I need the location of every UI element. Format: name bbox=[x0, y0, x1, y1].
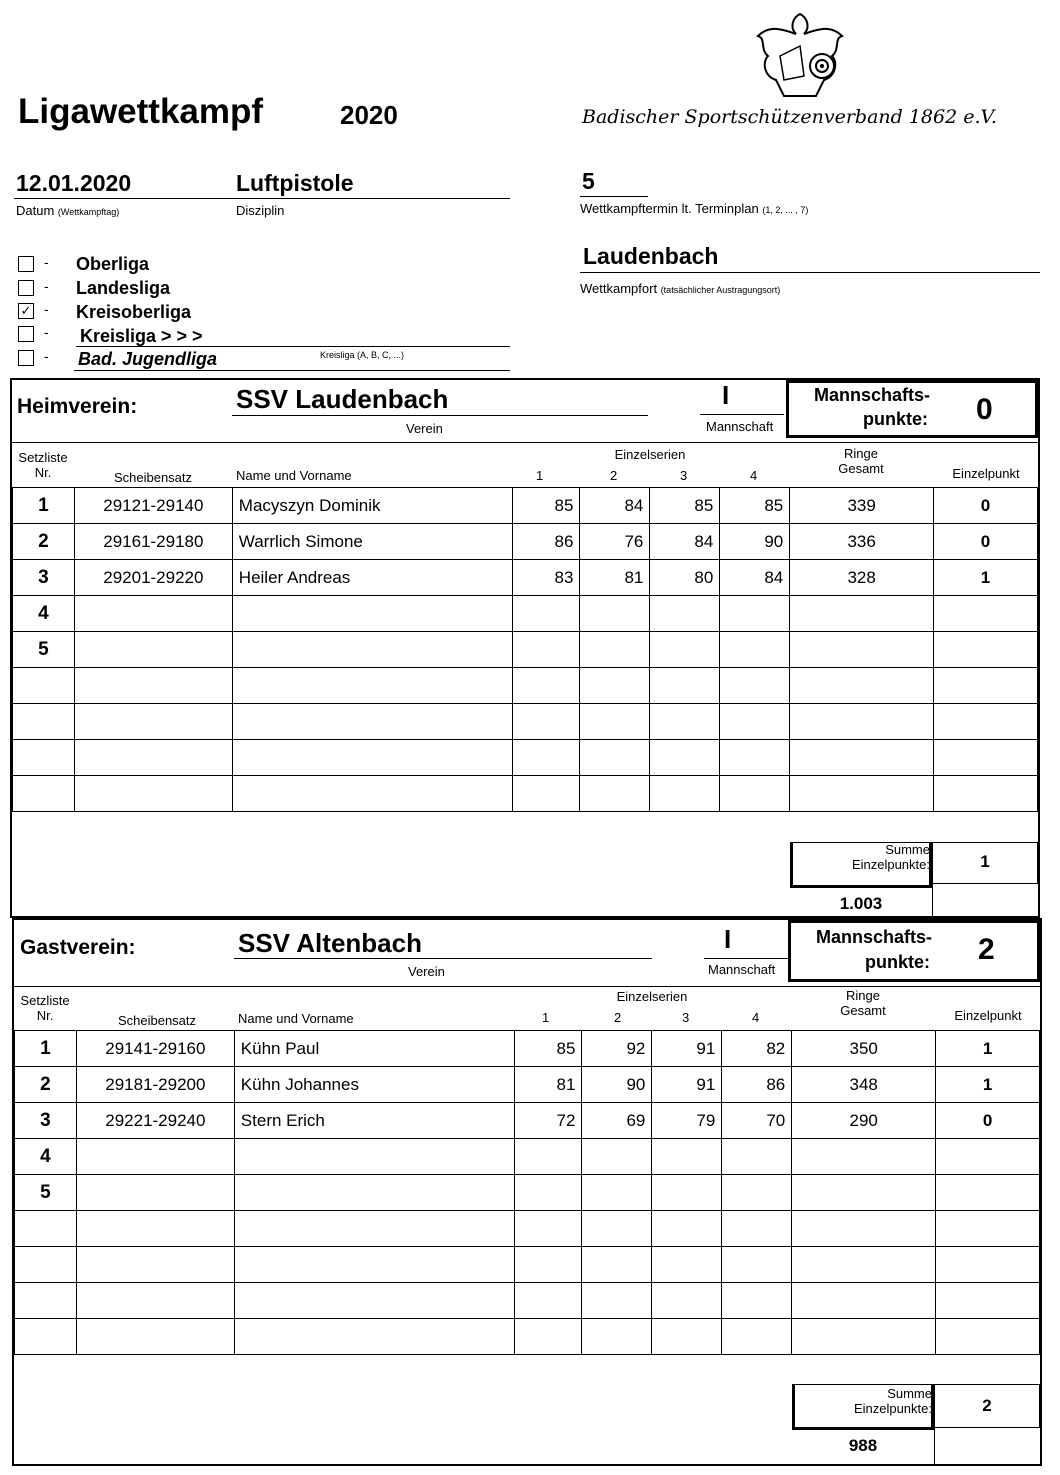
document-title: Ligawettkampf bbox=[18, 92, 264, 131]
league-label-oberliga: Oberliga bbox=[76, 254, 150, 274]
col-scheibensatz: Scheibensatz bbox=[113, 470, 193, 485]
col-setzliste: Setzliste Nr. bbox=[18, 450, 68, 480]
discipline-value: Luftpistole bbox=[236, 170, 354, 196]
col-s3: 3 bbox=[682, 1010, 690, 1025]
table-row: 2 29161-29180 Warrlich Simone 86 76 84 90 336 0 bbox=[13, 524, 1038, 560]
organization-name: Badischer Sportschützenverband 1862 e.V. bbox=[582, 106, 997, 128]
col-s2: 2 bbox=[614, 1010, 622, 1025]
table-row bbox=[13, 668, 1038, 704]
guest-mannschaft-label: Mannschaft bbox=[708, 962, 776, 977]
table-row: 4 bbox=[15, 1139, 1040, 1175]
table-row bbox=[15, 1319, 1040, 1355]
table-row: 5 bbox=[13, 632, 1038, 668]
league-checkbox-kreisliga[interactable] bbox=[18, 326, 34, 342]
col-ringe: Ringe Gesamt bbox=[838, 446, 884, 476]
col-s4: 4 bbox=[750, 468, 758, 483]
col-s1: 1 bbox=[536, 468, 544, 483]
table-row bbox=[15, 1211, 1040, 1247]
col-name: Name und Vorname bbox=[236, 468, 352, 483]
guest-team-points: 2 bbox=[978, 933, 995, 966]
table-row: 2 29181-29200 Kühn Johannes 81 90 91 86 348 1 bbox=[15, 1067, 1040, 1103]
home-label: Heimverein: bbox=[17, 395, 138, 418]
location-value: Laudenbach bbox=[583, 243, 719, 269]
col-s3: 3 bbox=[680, 468, 688, 483]
guest-team-number: I bbox=[724, 924, 732, 954]
col-einzelserien: Einzelserien bbox=[614, 447, 686, 462]
home-summe-label: Summe Einzelpunkte: bbox=[851, 842, 930, 872]
guest-results-table bbox=[14, 1030, 1040, 1355]
guest-mp-label-1: Mannschafts- bbox=[815, 927, 932, 947]
home-team-points: 0 bbox=[976, 393, 993, 426]
home-sum-points: 1 bbox=[980, 852, 990, 871]
guest-label: Gastverein: bbox=[20, 936, 136, 959]
col-s1: 1 bbox=[542, 1010, 550, 1025]
guest-mp-label-2: punkte: bbox=[865, 952, 930, 972]
col-scheibensatz: Scheibensatz bbox=[117, 1013, 197, 1028]
table-row: 3 29221-29240 Stern Erich 72 69 79 70 290 0 bbox=[15, 1103, 1040, 1139]
home-mp-label-1: Mannschafts- bbox=[813, 385, 930, 405]
col-einzelpunkt: Einzelpunkt bbox=[952, 466, 1020, 481]
table-row: 5 bbox=[15, 1175, 1040, 1211]
league-label-landesliga: Landesliga bbox=[76, 278, 171, 298]
guest-sum-points: 2 bbox=[982, 1396, 992, 1415]
home-mannschaft-label: Mannschaft bbox=[706, 419, 774, 434]
home-mp-label-2: punkte: bbox=[863, 409, 928, 429]
col-ringe: Ringe Gesamt bbox=[840, 988, 886, 1018]
table-row bbox=[13, 704, 1038, 740]
col-s4: 4 bbox=[752, 1010, 760, 1025]
location-label: Wettkampfort (tatsächlicher Austragungsort) bbox=[580, 281, 781, 296]
table-row: 3 29201-29220 Heiler Andreas 83 81 80 84 328 1 bbox=[13, 560, 1038, 596]
date-label: Datum (Wettkampftag) bbox=[16, 203, 120, 218]
league-checkbox-oberliga[interactable] bbox=[18, 256, 34, 272]
table-row: 4 bbox=[13, 596, 1038, 632]
league-label-kreisoberliga: Kreisoberliga bbox=[76, 302, 192, 322]
round-value: 5 bbox=[582, 168, 595, 194]
league-label-kreisliga: Kreisliga > > > bbox=[80, 326, 203, 346]
document-year: 2020 bbox=[340, 100, 398, 130]
league-label-jugendliga: Bad. Jugendliga bbox=[78, 349, 218, 369]
col-s2: 2 bbox=[610, 468, 618, 483]
home-team-number: I bbox=[722, 380, 730, 410]
home-results-table bbox=[12, 487, 1038, 812]
col-name: Name und Vorname bbox=[238, 1011, 354, 1026]
date-value: 12.01.2020 bbox=[16, 170, 132, 196]
table-row: 1 29121-29140 Macyszyn Dominik 85 84 85 85 339 0 bbox=[13, 488, 1038, 524]
guest-summe-label: Summe Einzelpunkte: bbox=[853, 1386, 932, 1416]
col-einzelpunkt: Einzelpunkt bbox=[954, 1008, 1022, 1023]
guest-verein-label: Verein bbox=[408, 964, 445, 979]
kreisliga-note: Kreisliga (A, B, C, ...) bbox=[320, 350, 405, 360]
guest-total-rings: 988 bbox=[848, 1436, 878, 1455]
col-einzelserien: Einzelserien bbox=[616, 989, 688, 1004]
eagle-crest-icon bbox=[740, 6, 860, 102]
col-setzliste: Setzliste Nr. bbox=[20, 993, 70, 1023]
home-total-rings: 1.003 bbox=[839, 894, 883, 913]
table-row bbox=[13, 740, 1038, 776]
table-row bbox=[13, 776, 1038, 812]
round-label: Wettkampftermin lt. Terminplan (1, 2, ... , 7) bbox=[580, 201, 809, 216]
table-row bbox=[15, 1247, 1040, 1283]
guest-club-name: SSV Altenbach bbox=[238, 928, 422, 958]
league-checkbox-kreisoberliga[interactable]: ✓ bbox=[18, 303, 34, 319]
discipline-label: Disziplin bbox=[236, 203, 285, 218]
league-checkbox-jugendliga[interactable] bbox=[18, 350, 34, 366]
home-club-name: SSV Laudenbach bbox=[236, 384, 449, 414]
table-row bbox=[15, 1283, 1040, 1319]
league-checkbox-landesliga[interactable] bbox=[18, 280, 34, 296]
home-verein-label: Verein bbox=[406, 421, 443, 436]
table-row: 1 29141-29160 Kühn Paul 85 92 91 82 350 1 bbox=[15, 1031, 1040, 1067]
